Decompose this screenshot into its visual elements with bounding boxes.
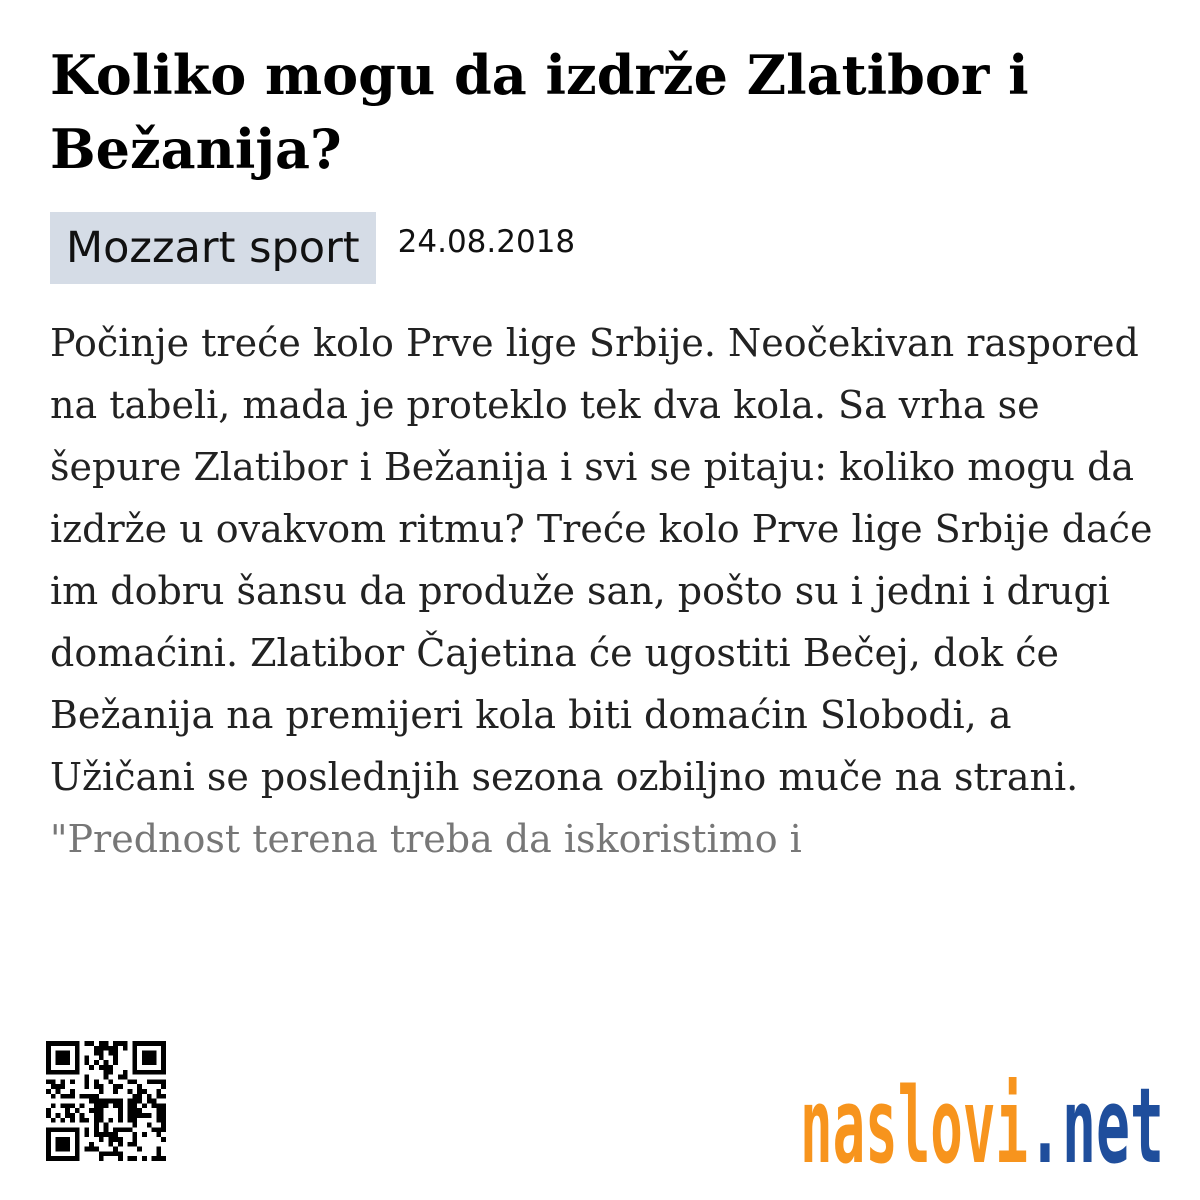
article-body bbox=[50, 312, 1160, 870]
logo-text-naslovi: naslovi bbox=[800, 1065, 1028, 1187]
article-body-text: Počinje treće kolo Prve lige Srbije. Neočekivan raspored na tabeli, mada je proteklo tek dva kola. Sa vrha se šepure Zlatibor i Bežanija i svi se pitaju: koliko mogu da izdrže u ovakvom ritmu? Treće kolo Prve lige Srbije daće im dobru šansu da produže san, pošto su i jedni i drugi domaćini. Zlatibor Čajetina će ugostiti Bečej, dok će Bežanija na premijeri kola biti domaćin Slobodi, a Užičani se poslednjih sezona ozbiljno muče na strani. bbox=[50, 321, 1153, 799]
logo-text-net: .net bbox=[1028, 1065, 1164, 1187]
article-date: 24.08.2018 bbox=[397, 224, 576, 260]
article bbox=[50, 38, 1160, 870]
naslovi-net-logo[interactable] bbox=[800, 1062, 1170, 1187]
source-badge[interactable]: Mozzart sport bbox=[50, 212, 376, 284]
article-meta bbox=[50, 212, 1160, 284]
qr-code-icon[interactable] bbox=[46, 1038, 166, 1164]
article-headline[interactable]: Koliko mogu da izdrže Zlatibor i Bežanija? bbox=[50, 43, 1029, 181]
article-body-faded: "Prednost terena treba da iskoristimo i bbox=[50, 817, 802, 861]
